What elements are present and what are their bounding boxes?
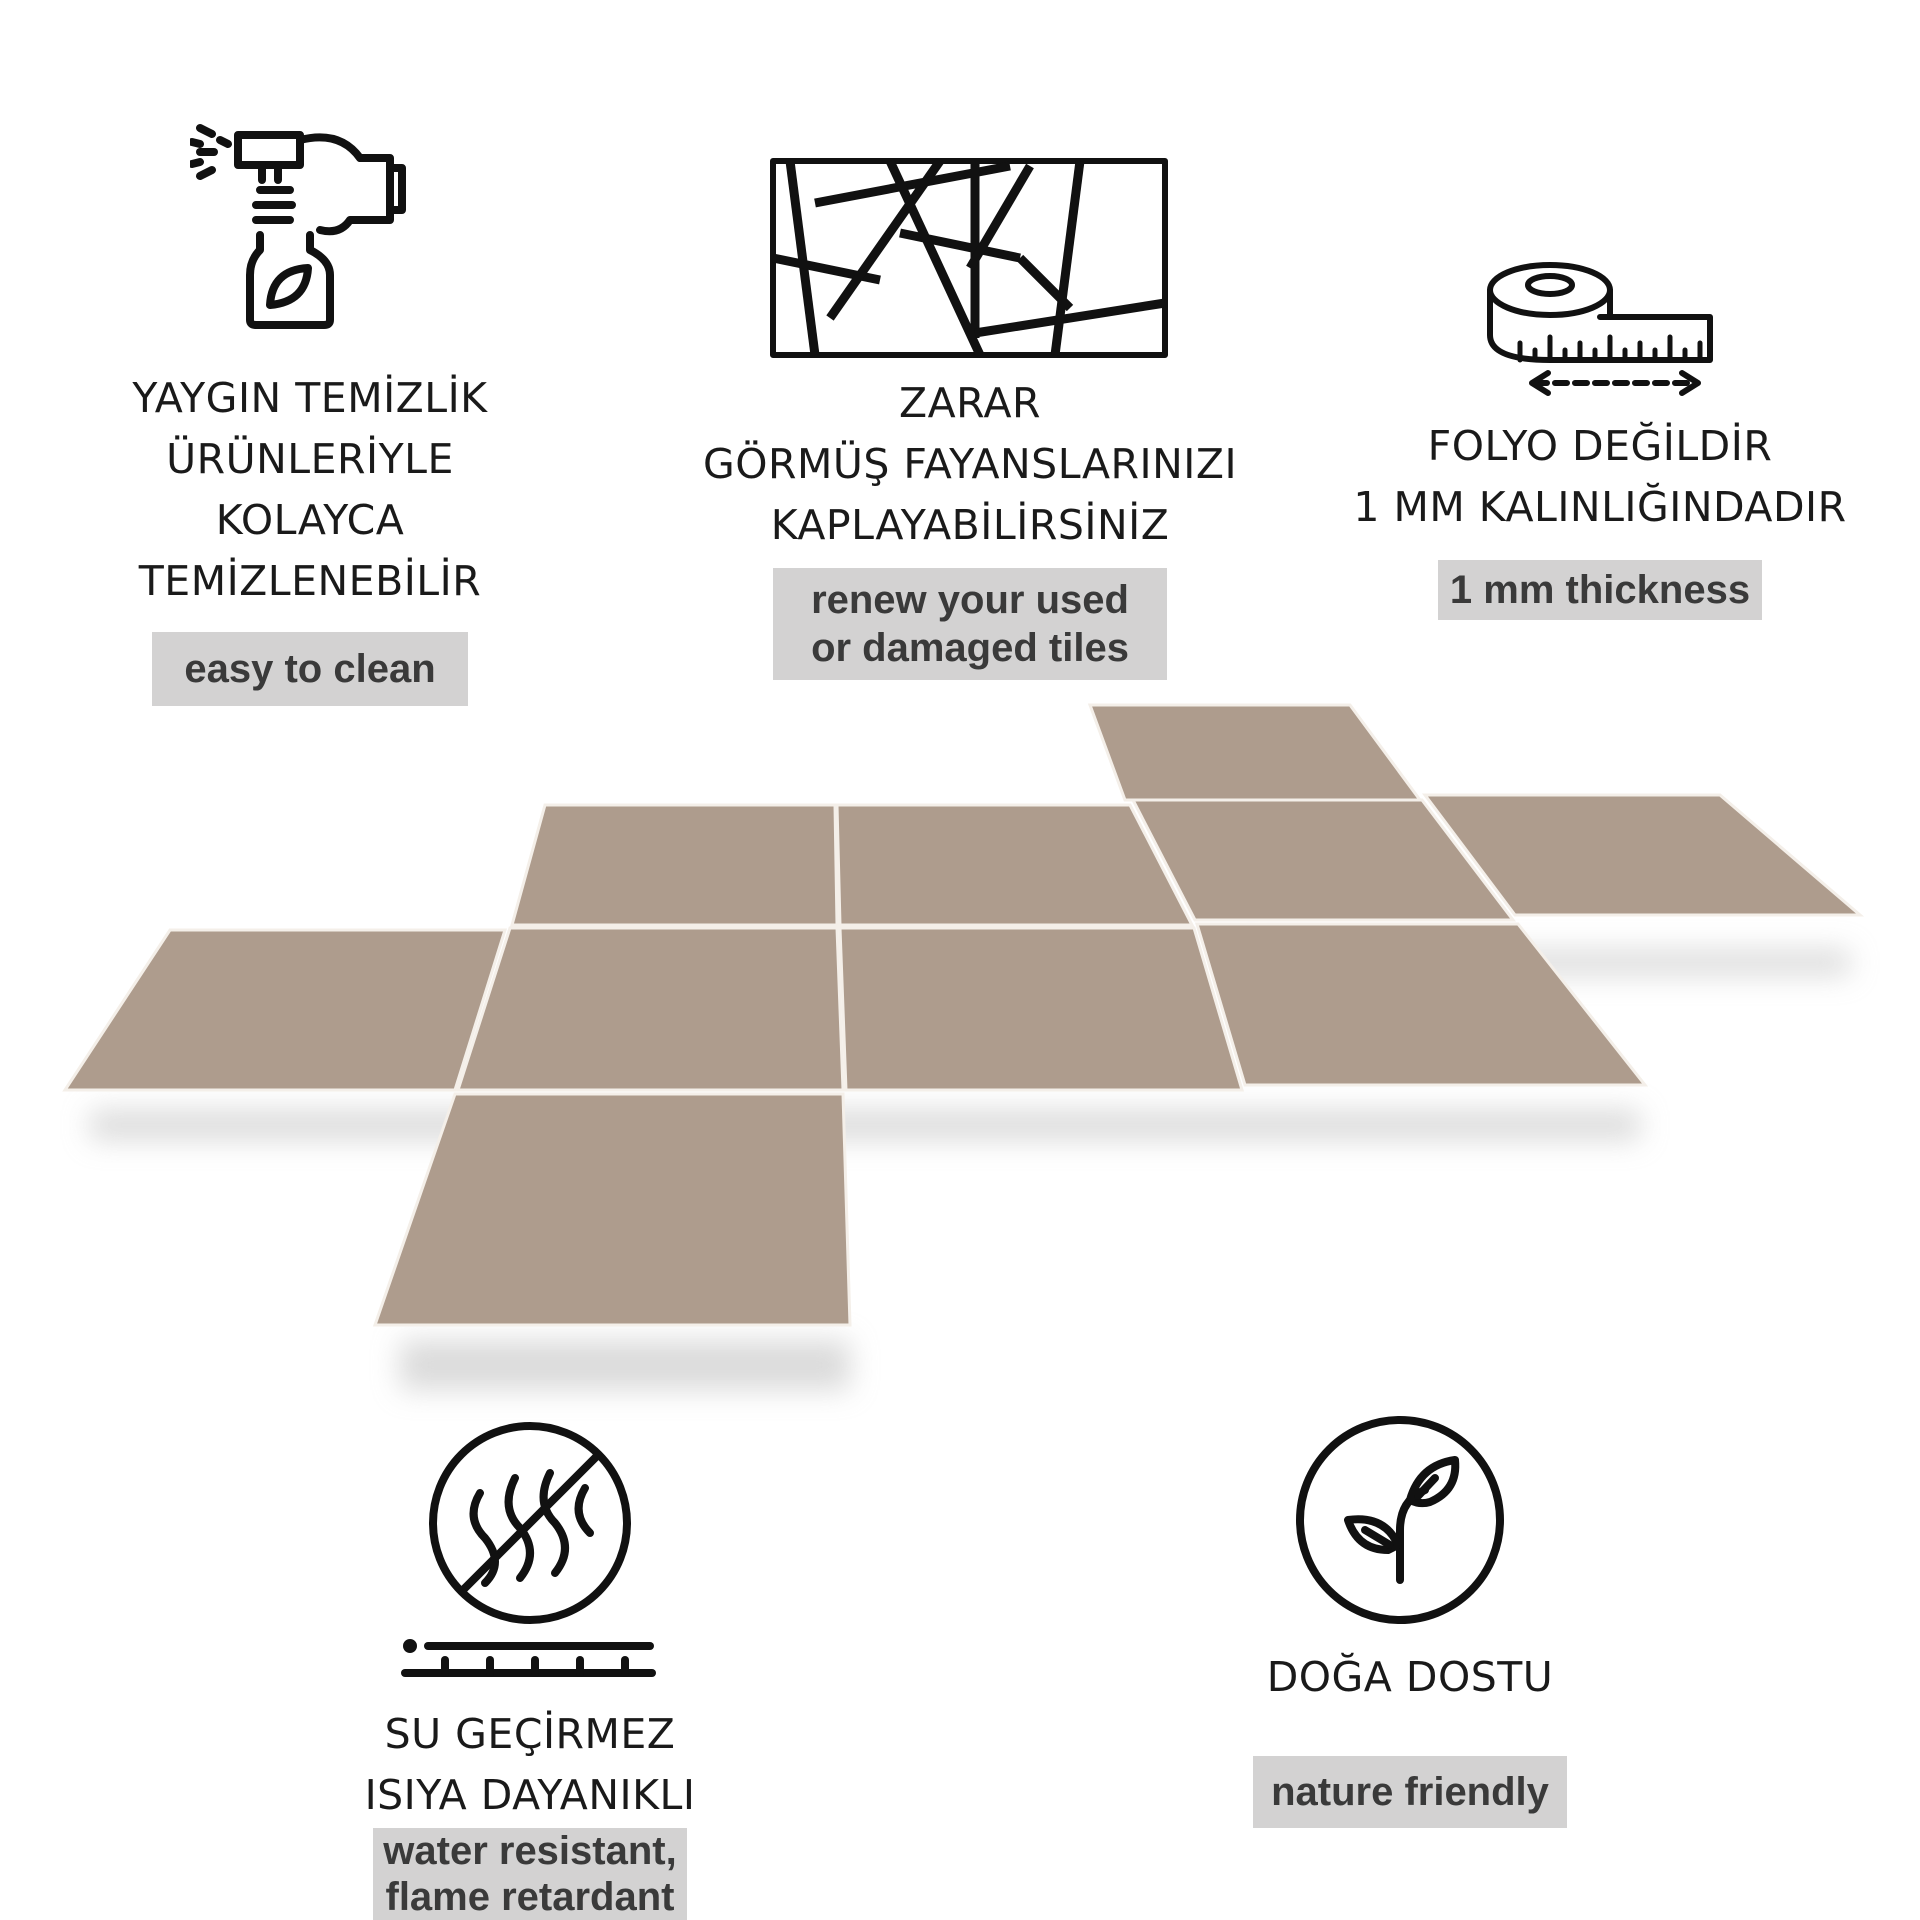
feature-renew-tiles: [670, 373, 1270, 680]
feature-english-line: renew your used: [811, 578, 1129, 622]
feature-nature-friendly: [1210, 1647, 1610, 1828]
tile: [1090, 705, 1420, 800]
feature-title-line: ISIYA DAYANIKLI: [364, 1771, 696, 1819]
feature-english-label: easy to clean: [152, 632, 467, 706]
feature-title-line: GÖRMÜŞ FAYANSLARINIZI: [702, 440, 1238, 488]
feature-english-line: water resistant,: [383, 1829, 677, 1873]
tile-group: [65, 705, 1860, 1325]
tile: [512, 805, 837, 925]
feature-title: [670, 373, 1270, 556]
tile: [65, 930, 505, 1090]
feature-title-line: 1 MM KALINLIĞINDADIR: [1353, 483, 1847, 531]
tile: [837, 805, 1192, 925]
tile: [458, 928, 843, 1090]
feature-title: [1320, 416, 1880, 538]
leaf-circle-icon: [1290, 1410, 1510, 1634]
feature-thickness: [1320, 416, 1880, 620]
spray-bottle-icon: [190, 110, 410, 334]
no-heat-water-resistant-icon: [400, 1418, 660, 1692]
feature-easy-to-clean: [110, 368, 510, 706]
feature-title-line: TEMİZLENEBİLİR: [138, 557, 482, 605]
feature-english-line: or damaged tiles: [811, 626, 1129, 670]
feature-title-line: ÜRÜNLERİYLE: [166, 435, 454, 483]
feature-title-line: SU GEÇİRMEZ: [384, 1710, 676, 1758]
feature-title-line: YAYGIN TEMİZLİK: [132, 374, 488, 422]
tile: [1197, 924, 1645, 1085]
measuring-tape-icon: [1480, 255, 1720, 409]
feature-english-label: [773, 568, 1167, 680]
feature-title: [110, 368, 510, 612]
tile: [840, 928, 1242, 1090]
feature-title: [1210, 1647, 1610, 1708]
feature-english-line: flame retardant: [385, 1875, 675, 1919]
feature-title-line: ZARAR: [899, 379, 1041, 427]
feature-water-resistant: [330, 1704, 730, 1920]
feature-title-line: FOLYO DEĞİLDİR: [1427, 422, 1773, 470]
feature-title-line: KAPLAYABİLİRSİNİZ: [770, 501, 1170, 549]
broken-tile-icon: [770, 158, 1168, 362]
feature-english-label: 1 mm thickness: [1438, 560, 1762, 620]
feature-title: [330, 1704, 730, 1826]
tile: [375, 1094, 850, 1325]
feature-english-label: [373, 1828, 686, 1920]
feature-title-line: KOLAYCA: [215, 496, 405, 544]
feature-title-line: DOĞA DOSTU: [1266, 1653, 1554, 1701]
feature-english-label: nature friendly: [1253, 1756, 1567, 1828]
